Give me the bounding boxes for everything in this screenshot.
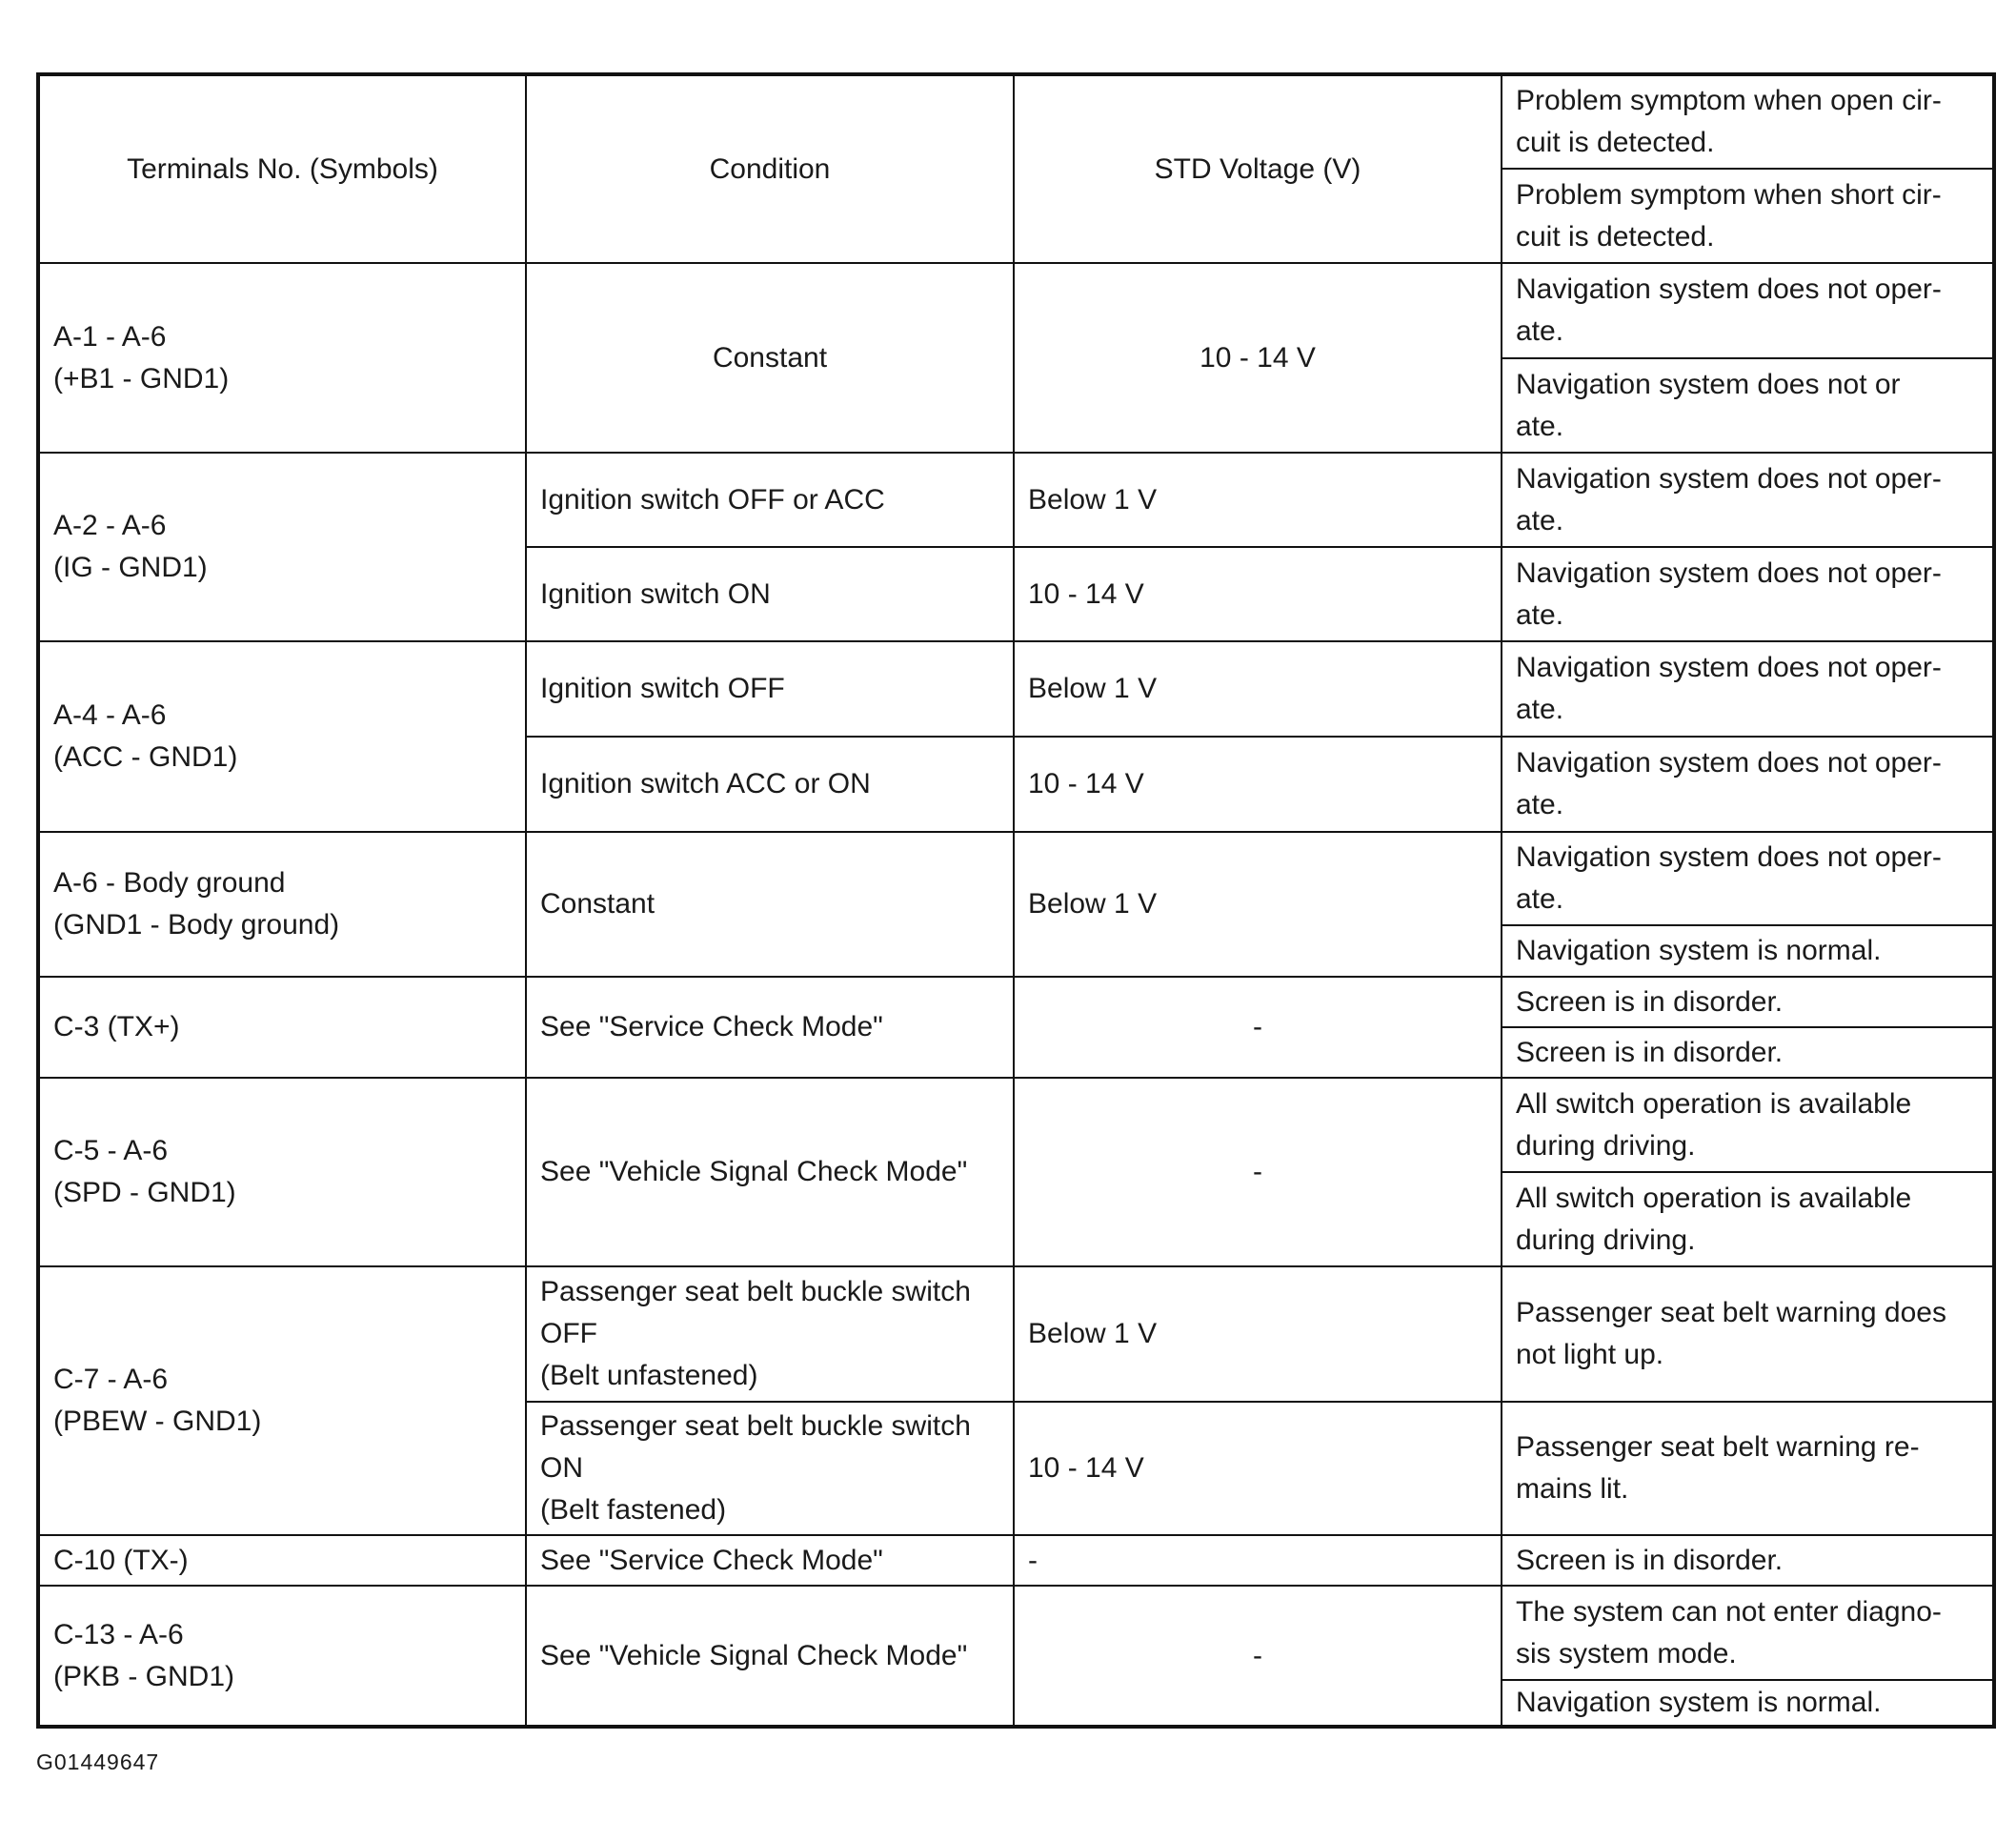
open-symptom-cell: Navigation system does not oper- ate. [1502, 832, 1994, 925]
condition-cell: See "Service Check Mode" [526, 1535, 1014, 1586]
condition-cell: Ignition switch ON [526, 547, 1014, 641]
symptom-cell: Navigation system does not oper- ate. [1502, 453, 1994, 547]
table-row [38, 263, 1994, 358]
voltage-cell: - [1014, 1535, 1502, 1586]
table-row [38, 1586, 1994, 1680]
open-symptom-cell: Navigation system does not oper- ate. [1502, 263, 1994, 358]
voltage-cell: Below 1 V [1014, 641, 1502, 737]
header-row [38, 74, 1994, 169]
terminal-cell: A-4 - A-6 (ACC - GND1) [38, 641, 526, 832]
open-symptom-cell: All switch operation is available during driving. [1502, 1078, 1994, 1172]
header-open-symptom: Problem symptom when open cir- cuit is detected. [1502, 74, 1994, 169]
table-row [38, 1535, 1994, 1586]
terminal-cell: C-13 - A-6 (PKB - GND1) [38, 1586, 526, 1727]
table-row [38, 1078, 1994, 1172]
symptom-cell: Navigation system does not oper- ate. [1502, 547, 1994, 641]
symptom-cell: Navigation system does not oper- ate. [1502, 641, 1994, 737]
short-symptom-cell: Navigation system is normal. [1502, 925, 1994, 977]
short-symptom-cell: Screen is in disorder. [1502, 1027, 1994, 1078]
voltage-cell: - [1014, 1586, 1502, 1727]
terminal-cell: C-7 - A-6 (PBEW - GND1) [38, 1266, 526, 1535]
header-terminals: Terminals No. (Symbols) [38, 74, 526, 263]
terminal-cell: A-2 - A-6 (IG - GND1) [38, 453, 526, 641]
voltage-cell: 10 - 14 V [1014, 547, 1502, 641]
terminal-cell: C-10 (TX-) [38, 1535, 526, 1586]
header-short-symptom: Problem symptom when short cir- cuit is detected. [1502, 169, 1994, 263]
table-row [38, 453, 1994, 547]
voltage-cell: 10 - 14 V [1014, 1402, 1502, 1535]
terminal-cell: A-1 - A-6 (+B1 - GND1) [38, 263, 526, 453]
voltage-cell: Below 1 V [1014, 453, 1502, 547]
header-condition: Condition [526, 74, 1014, 263]
condition-cell: Ignition switch OFF [526, 641, 1014, 737]
short-symptom-cell: Navigation system is normal. [1502, 1680, 1994, 1727]
terminal-cell: C-5 - A-6 (SPD - GND1) [38, 1078, 526, 1266]
condition-cell: Ignition switch OFF or ACC [526, 453, 1014, 547]
condition-cell: Passenger seat belt buckle switch OFF (Belt unfastened) [526, 1266, 1014, 1402]
table-row [38, 832, 1994, 925]
condition-cell: Passenger seat belt buckle switch ON (Belt fastened) [526, 1402, 1014, 1535]
short-symptom-cell: All switch operation is available during driving. [1502, 1172, 1994, 1266]
short-symptom-cell: Navigation system does not or ate. [1502, 358, 1994, 453]
symptom-cell: Navigation system does not oper- ate. [1502, 737, 1994, 832]
table-row [38, 641, 1994, 737]
table-row [38, 1266, 1994, 1402]
table-row [38, 977, 1994, 1027]
voltage-cell: - [1014, 977, 1502, 1078]
symptom-cell: Passenger seat belt warning re- mains lit. [1502, 1402, 1994, 1535]
voltage-cell: Below 1 V [1014, 832, 1502, 977]
condition-cell: Ignition switch ACC or ON [526, 737, 1014, 832]
condition-cell: See "Vehicle Signal Check Mode" [526, 1586, 1014, 1727]
condition-cell: Constant [526, 263, 1014, 453]
open-symptom-cell: Screen is in disorder. [1502, 977, 1994, 1027]
header-std-voltage: STD Voltage (V) [1014, 74, 1502, 263]
condition-cell: See "Service Check Mode" [526, 977, 1014, 1078]
symptom-cell: Screen is in disorder. [1502, 1535, 1994, 1586]
terminal-cell: A-6 - Body ground (GND1 - Body ground) [38, 832, 526, 977]
voltage-cell: 10 - 14 V [1014, 737, 1502, 832]
terminal-check-table [36, 72, 1996, 1729]
open-symptom-cell: The system can not enter diagno- sis system mode. [1502, 1586, 1994, 1680]
voltage-cell: - [1014, 1078, 1502, 1266]
condition-cell: See "Vehicle Signal Check Mode" [526, 1078, 1014, 1266]
voltage-cell: 10 - 14 V [1014, 263, 1502, 453]
symptom-cell: Passenger seat belt warning does not light up. [1502, 1266, 1994, 1402]
terminal-cell: C-3 (TX+) [38, 977, 526, 1078]
voltage-cell: Below 1 V [1014, 1266, 1502, 1402]
figure-id: G01449647 [36, 1750, 160, 1774]
condition-cell: Constant [526, 832, 1014, 977]
